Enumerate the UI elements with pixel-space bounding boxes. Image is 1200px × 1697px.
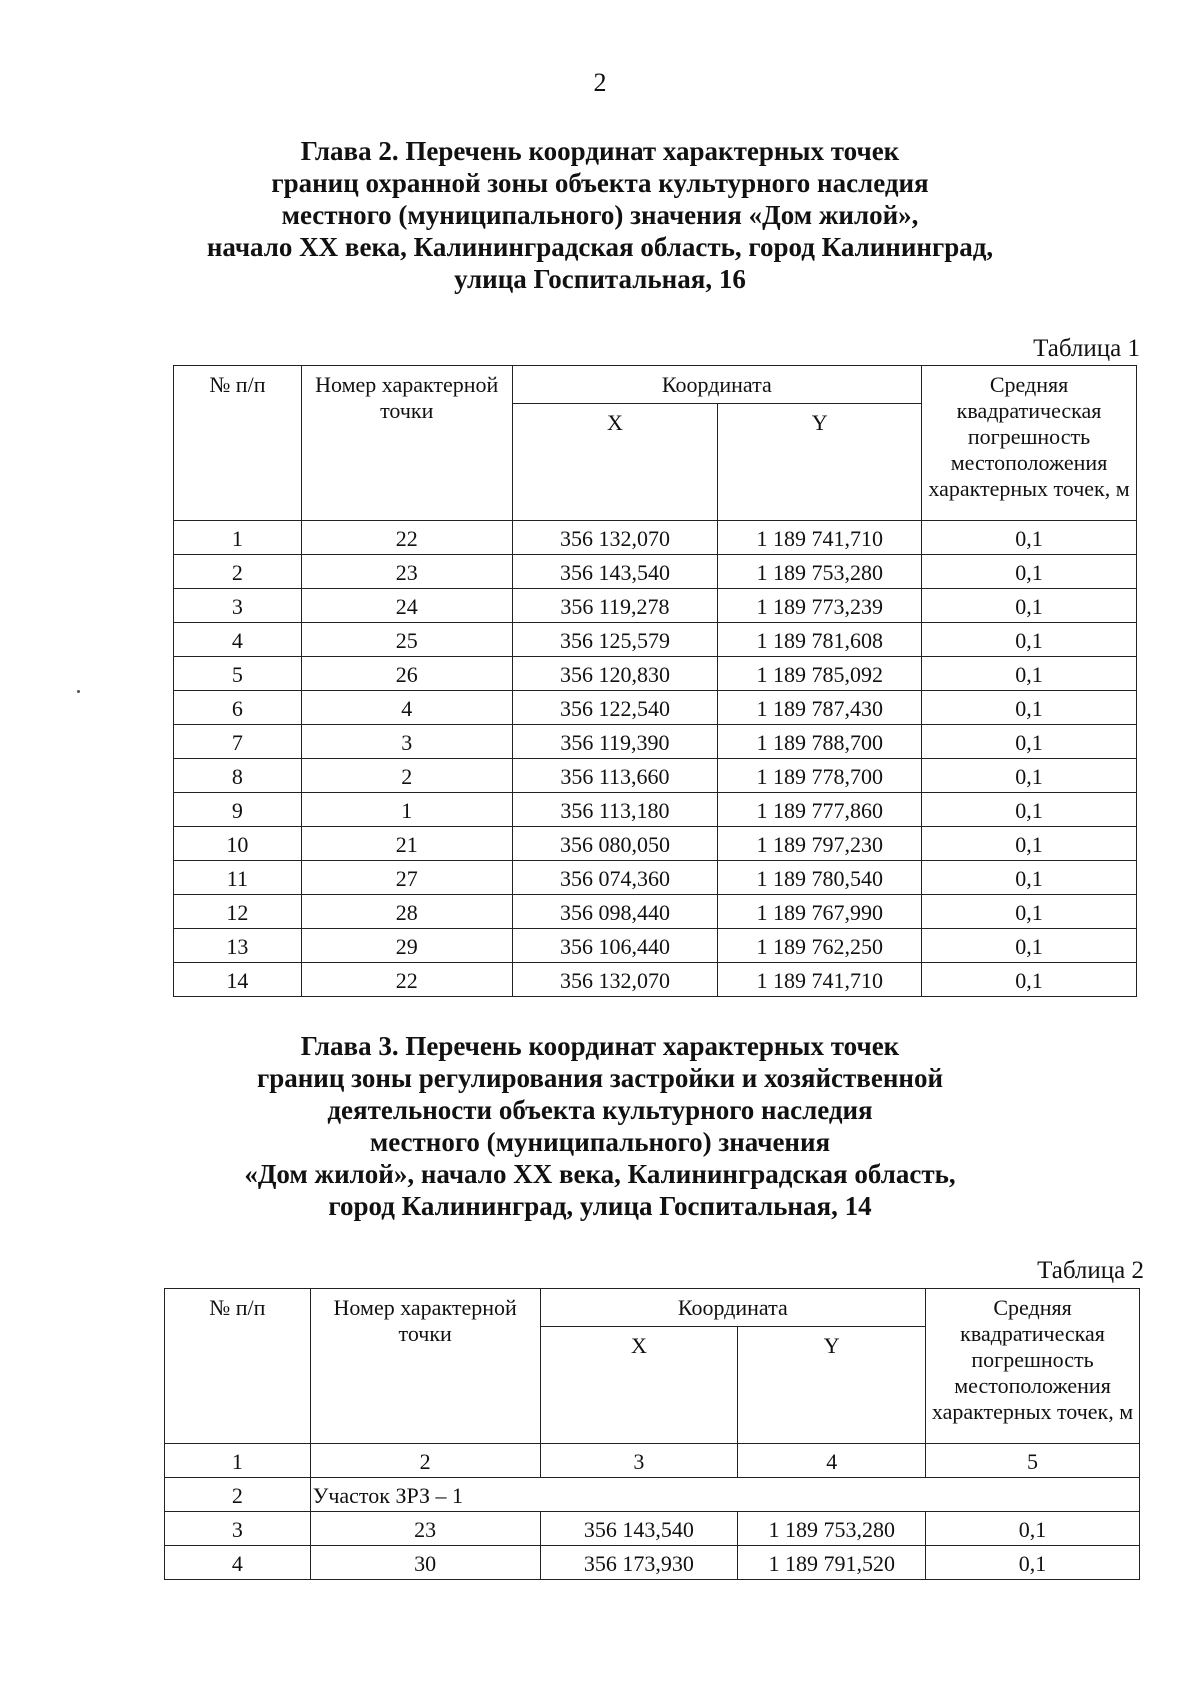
cell-point-number: 2 <box>301 759 512 793</box>
cell-x: 356 106,440 <box>512 929 718 963</box>
cell-y: 1 189 780,540 <box>718 861 922 895</box>
cell-error: 0,1 <box>926 1546 1140 1580</box>
cell-x: 356 119,390 <box>512 725 718 759</box>
cell-point-number: 23 <box>301 555 512 589</box>
chapter-2-title-line: начало XX века, Калининградская область, город Калининград, <box>206 232 994 262</box>
cell-point-number: 22 <box>301 521 512 555</box>
cell-error: 0,1 <box>922 759 1137 793</box>
cell-point-number: 24 <box>301 589 512 623</box>
chapter-3-title <box>150 1030 1050 1222</box>
cell-point-number: 3 <box>301 725 512 759</box>
chapter-3-title-line: местного (муниципального) значения <box>369 1127 831 1157</box>
cell-y: 1 189 741,710 <box>718 963 922 997</box>
header-no: № п/п <box>165 1289 311 1444</box>
column-number: 1 <box>165 1444 311 1478</box>
table-1 <box>173 365 1137 997</box>
cell-point-number: 4 <box>301 691 512 725</box>
header-no: № п/п <box>174 366 302 521</box>
cell-x: 356 098,440 <box>512 895 718 929</box>
cell-error: 0,1 <box>922 657 1137 691</box>
cell-error: 0,1 <box>922 725 1137 759</box>
scan-speck <box>77 690 80 693</box>
table-row <box>174 929 1137 963</box>
cell-error: 0,1 <box>922 895 1137 929</box>
chapter-2-title-line: границ охранной зоны объекта культурного наследия <box>271 168 929 198</box>
cell-no: 4 <box>165 1546 311 1580</box>
cell-no: 2 <box>174 555 302 589</box>
chapter-2-title-line: Глава 2. Перечень координат характерных точек <box>300 136 900 166</box>
cell-no: 5 <box>174 657 302 691</box>
table-row <box>174 521 1137 555</box>
cell-point-number: 27 <box>301 861 512 895</box>
cell-x: 356 132,070 <box>512 521 718 555</box>
cell-y: 1 189 797,230 <box>718 827 922 861</box>
cell-x: 356 173,930 <box>540 1546 738 1580</box>
cell-y: 1 189 785,092 <box>718 657 922 691</box>
table-row <box>174 895 1137 929</box>
cell-point-number: 23 <box>310 1512 540 1546</box>
cell-point-number: 1 <box>301 793 512 827</box>
cell-y: 1 189 778,700 <box>718 759 922 793</box>
cell-no: 4 <box>174 623 302 657</box>
cell-y: 1 189 767,990 <box>718 895 922 929</box>
header-error: Средняя квадратическая погрешность местоположения характерных точек, м <box>926 1289 1140 1444</box>
chapter-2-title <box>150 135 1050 295</box>
section-row-no: 2 <box>165 1478 311 1512</box>
header-y: Y <box>738 1327 926 1444</box>
cell-no: 9 <box>174 793 302 827</box>
cell-x: 356 125,579 <box>512 623 718 657</box>
cell-y: 1 189 753,280 <box>718 555 922 589</box>
cell-error: 0,1 <box>926 1512 1140 1546</box>
table-row <box>174 827 1137 861</box>
cell-y: 1 189 753,280 <box>738 1512 926 1546</box>
chapter-3-title-line: «Дом жилой», начало XX века, Калининградская область, <box>244 1159 956 1189</box>
column-number: 3 <box>540 1444 738 1478</box>
cell-y: 1 189 787,430 <box>718 691 922 725</box>
cell-x: 356 119,278 <box>512 589 718 623</box>
column-numbers-row <box>165 1444 1140 1478</box>
chapter-3-title-line: деятельности объекта культурного наследия <box>327 1095 873 1125</box>
cell-point-number: 28 <box>301 895 512 929</box>
header-point-number: Номер характерной точки <box>310 1289 540 1444</box>
table-row <box>165 1546 1140 1580</box>
table-row <box>174 963 1137 997</box>
cell-y: 1 189 788,700 <box>718 725 922 759</box>
chapter-3-title-line: Глава 3. Перечень координат характерных точек <box>300 1031 900 1061</box>
cell-no: 10 <box>174 827 302 861</box>
cell-error: 0,1 <box>922 691 1137 725</box>
cell-y: 1 189 741,710 <box>718 521 922 555</box>
column-number: 5 <box>926 1444 1140 1478</box>
cell-y: 1 189 791,520 <box>738 1546 926 1580</box>
table-row <box>174 759 1137 793</box>
cell-x: 356 113,180 <box>512 793 718 827</box>
cell-no: 14 <box>174 963 302 997</box>
cell-x: 356 113,660 <box>512 759 718 793</box>
cell-no: 1 <box>174 521 302 555</box>
chapter-3-title-line: город Калининград, улица Госпитальная, 14 <box>328 1191 872 1221</box>
cell-point-number: 22 <box>301 963 512 997</box>
table-2 <box>164 1288 1140 1580</box>
table-row <box>174 691 1137 725</box>
header-coordinate: Координата <box>512 366 921 404</box>
cell-y: 1 189 777,860 <box>718 793 922 827</box>
header-x: X <box>540 1327 738 1444</box>
cell-no: 13 <box>174 929 302 963</box>
cell-y: 1 189 762,250 <box>718 929 922 963</box>
cell-y: 1 189 773,239 <box>718 589 922 623</box>
table-1-caption: Таблица 1 <box>1033 335 1140 362</box>
cell-x: 356 074,360 <box>512 861 718 895</box>
header-coordinate: Координата <box>540 1289 926 1327</box>
table-2-caption: Таблица 2 <box>1037 1257 1144 1284</box>
cell-point-number: 21 <box>301 827 512 861</box>
cell-x: 356 132,070 <box>512 963 718 997</box>
cell-error: 0,1 <box>922 963 1137 997</box>
cell-no: 3 <box>174 589 302 623</box>
cell-point-number: 26 <box>301 657 512 691</box>
table-row <box>174 657 1137 691</box>
chapter-3-title-line: границ зоны регулирования застройки и хозяйственной <box>256 1063 944 1093</box>
cell-x: 356 080,050 <box>512 827 718 861</box>
cell-no: 12 <box>174 895 302 929</box>
cell-point-number: 29 <box>301 929 512 963</box>
cell-error: 0,1 <box>922 929 1137 963</box>
cell-error: 0,1 <box>922 623 1137 657</box>
column-number: 4 <box>738 1444 926 1478</box>
column-number: 2 <box>310 1444 540 1478</box>
cell-x: 356 122,540 <box>512 691 718 725</box>
cell-no: 6 <box>174 691 302 725</box>
table-row <box>174 725 1137 759</box>
header-y: Y <box>718 404 922 521</box>
cell-no: 7 <box>174 725 302 759</box>
table-row <box>174 623 1137 657</box>
chapter-2-title-line: улица Госпитальная, 16 <box>454 264 746 294</box>
cell-error: 0,1 <box>922 827 1137 861</box>
table-row <box>174 861 1137 895</box>
cell-no: 11 <box>174 861 302 895</box>
cell-point-number: 25 <box>301 623 512 657</box>
table-row <box>174 589 1137 623</box>
table-row <box>174 793 1137 827</box>
page-number: 2 <box>593 68 607 97</box>
header-error: Средняя квадратическая погрешность местоположения характерных точек, м <box>922 366 1137 521</box>
cell-error: 0,1 <box>922 521 1137 555</box>
cell-no: 3 <box>165 1512 311 1546</box>
cell-no: 8 <box>174 759 302 793</box>
header-x: X <box>512 404 718 521</box>
chapter-2-title-line: местного (муниципального) значения «Дом жилой», <box>281 200 919 230</box>
cell-error: 0,1 <box>922 555 1137 589</box>
cell-x: 356 143,540 <box>540 1512 738 1546</box>
cell-x: 356 143,540 <box>512 555 718 589</box>
section-row-label: Участок ЗРЗ – 1 <box>310 1478 1139 1512</box>
cell-y: 1 189 781,608 <box>718 623 922 657</box>
cell-x: 356 120,830 <box>512 657 718 691</box>
cell-error: 0,1 <box>922 793 1137 827</box>
header-point-number: Номер характерной точки <box>301 366 512 521</box>
table-row <box>165 1512 1140 1546</box>
cell-error: 0,1 <box>922 589 1137 623</box>
cell-point-number: 30 <box>310 1546 540 1580</box>
cell-error: 0,1 <box>922 861 1137 895</box>
table-row <box>174 555 1137 589</box>
